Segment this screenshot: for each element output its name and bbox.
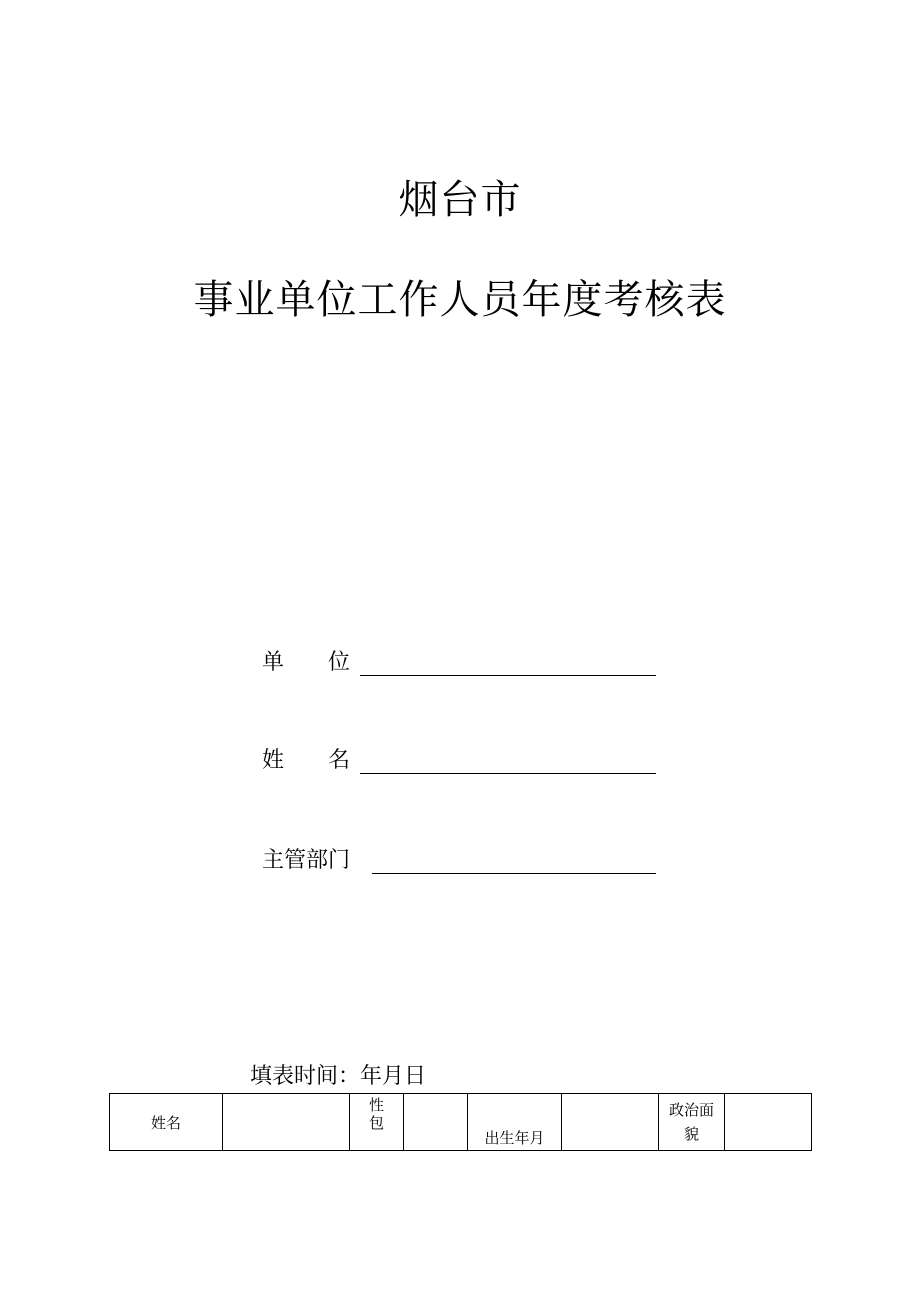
gender-value-cell[interactable] xyxy=(404,1094,468,1151)
department-label: 主管部门 xyxy=(262,848,351,873)
title-city: 烟台市 xyxy=(398,177,522,223)
unit-label-char1: 单 xyxy=(262,650,285,675)
fill-date-label: 填表时间：年月日 xyxy=(250,1064,427,1089)
birth-value-cell[interactable] xyxy=(562,1094,659,1151)
birth-header-cell: 出生年月 xyxy=(468,1094,562,1151)
gender-label-line2: 包 xyxy=(368,1114,384,1132)
name-label-char2: 名 xyxy=(328,748,351,773)
name-value-cell[interactable] xyxy=(223,1094,350,1151)
name-input-line[interactable] xyxy=(360,773,656,774)
personal-info-table xyxy=(109,1093,812,1151)
unit-field xyxy=(262,648,662,678)
department-input-line[interactable] xyxy=(372,873,656,874)
title-form-name: 事业单位工作人员年度考核表 xyxy=(193,277,727,323)
name-header-cell: 姓名 xyxy=(110,1094,223,1151)
political-label-line2: 貌 xyxy=(683,1125,699,1143)
political-value-cell[interactable] xyxy=(725,1094,812,1151)
name-field xyxy=(262,746,662,776)
unit-label-char2: 位 xyxy=(328,650,351,675)
table-row xyxy=(110,1094,812,1151)
unit-input-line[interactable] xyxy=(360,675,656,676)
department-field xyxy=(262,846,662,876)
gender-label-line1: 性 xyxy=(368,1096,384,1114)
name-label-char1: 姓 xyxy=(262,748,285,773)
political-header-cell xyxy=(659,1094,725,1151)
political-label-line1: 政治面 xyxy=(668,1101,714,1119)
gender-header-cell xyxy=(350,1094,404,1151)
